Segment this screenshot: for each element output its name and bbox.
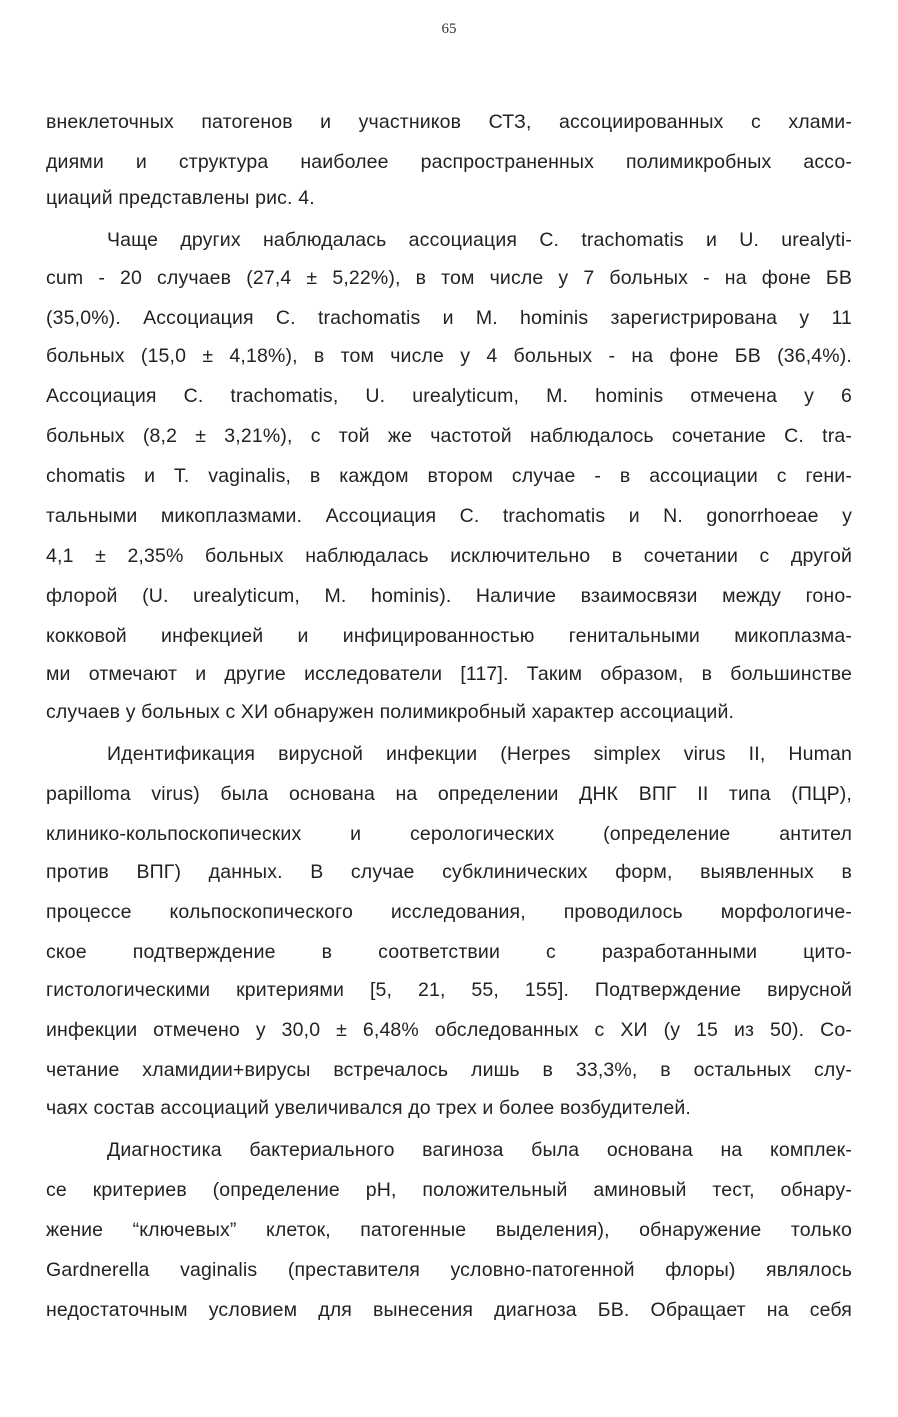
text-line: cum - 20 случаев (27,4 ± 5,22%), в том числе у 7 больных - на фоне БВ bbox=[46, 267, 852, 289]
text-line: больных (15,0 ± 4,18%), в том числе у 4 больных - на фоне БВ (36,4%). bbox=[46, 345, 852, 367]
text-line: Идентификация вирусной инфекции (Herpes simplex virus II, Human bbox=[107, 743, 852, 765]
text-line: Ассоциация C. trachomatis, U. urealyticum, M. hominis отмечена у 6 bbox=[46, 385, 852, 407]
text-line: жение “ключевых” клеток, патогенные выделения), обнаружение только bbox=[46, 1219, 852, 1241]
text-line: внеклеточных патогенов и участников СТЗ, ассоциированных с хлами- bbox=[46, 111, 852, 133]
text-line: случаев у больных с ХИ обнаружен полимикробный характер ассоциаций. bbox=[46, 701, 735, 723]
text-line: чаях состав ассоциаций увеличивался до трех и более возбудителей. bbox=[46, 1097, 691, 1119]
text-line: четание хламидии+вирусы встречалось лишь в 33,3%, в остальных слу- bbox=[46, 1059, 852, 1081]
text-line: кокковой инфекцией и инфицированностью генитальными микоплазма- bbox=[46, 625, 852, 647]
text-line: флорой (U. urealyticum, M. hominis). Наличие взаимосвязи между гоно- bbox=[46, 585, 852, 607]
text-line: против ВПГ) данных. В случае субклинических форм, выявленных в bbox=[46, 861, 852, 883]
text-line: диями и структура наиболее распространенных полимикробных ассо- bbox=[46, 151, 852, 173]
text-line: 4,1 ± 2,35% больных наблюдалась исключительно в сочетании с другой bbox=[46, 545, 852, 567]
text-line: процессе кольпоскопического исследования, проводилось морфологиче- bbox=[46, 901, 852, 923]
text-line: недостаточным условием для вынесения диагноза БВ. Обращает на себя bbox=[46, 1299, 852, 1321]
text-line: циаций представлены рис. 4. bbox=[46, 187, 315, 209]
text-line: papilloma virus) была основана на определении ДНК ВПГ II типа (ПЦР), bbox=[46, 783, 852, 805]
text-line: ское подтверждение в соответствии с разработанными цито- bbox=[46, 941, 852, 963]
page-number: 65 bbox=[441, 21, 457, 37]
text-line: (35,0%). Ассоциация C. trachomatis и M. hominis зарегистрирована у 11 bbox=[46, 307, 852, 329]
text-line: инфекции отмечено у 30,0 ± 6,48% обследованных с ХИ (у 15 из 50). Со- bbox=[46, 1019, 852, 1041]
text-line: клинико-кольпоскопических и серологических (определение антител bbox=[46, 823, 852, 845]
text-line: ми отмечают и другие исследователи [117]. Таким образом, в большинстве bbox=[46, 663, 852, 685]
text-line: Диагностика бактериального вагиноза была основана на комплек- bbox=[107, 1139, 852, 1161]
text-line: се критериев (определение pH, положительный аминовый тест, обнару- bbox=[46, 1179, 852, 1201]
text-line: Чаще других наблюдалась ассоциация C. trachomatis и U. urealyti- bbox=[107, 229, 852, 251]
text-line: гистологическими критериями [5, 21, 55, 155]. Подтверждение вирусной bbox=[46, 979, 852, 1001]
text-line: Gardnerella vaginalis (преставителя условно-патогенной флоры) являлось bbox=[46, 1259, 852, 1281]
text-line: chomatis и T. vaginalis, в каждом втором случае - в ассоциации с гени- bbox=[46, 465, 852, 487]
text-line: больных (8,2 ± 3,21%), с той же частотой наблюдалось сочетание C. tra- bbox=[46, 425, 852, 447]
text-line: тальными микоплазмами. Ассоциация C. trachomatis и N. gonorrhoeae у bbox=[46, 505, 852, 527]
